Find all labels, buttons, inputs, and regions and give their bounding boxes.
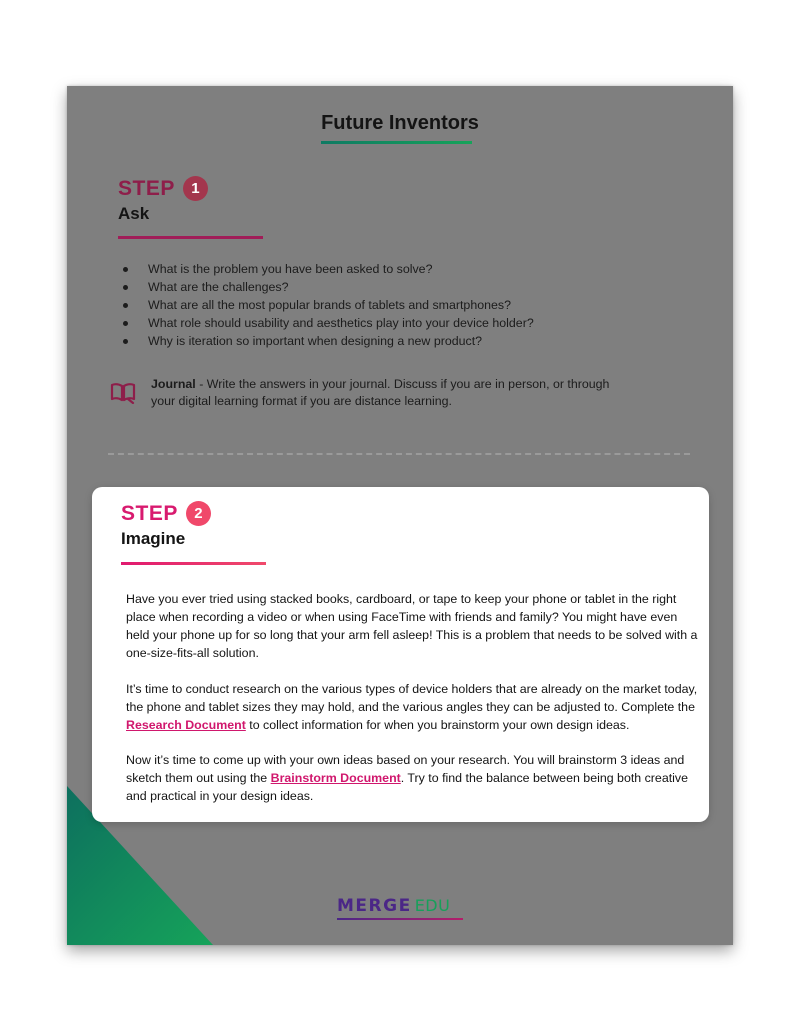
paragraph2-text-start: It’s time to conduct research on the various types of device holders that are already on the market today, the phone and tablet sizes they may hold, and the various angles they can be adjusted to. Complete the [126, 682, 698, 714]
list-item: What role should usability and aesthetics play into your device holder? [117, 314, 534, 332]
step2-paragraph-1: Have you ever tried using stacked books, cardboard, or tape to keep your phone or tablet in the right place when recording a video or when using FaceTime with friends and family? You might have even held your phone up for so long that your arm fell asleep! This is a problem that needs to be solved with a one-size-fits-all solution. [126, 592, 698, 660]
list-item: What are all the most popular brands of tablets and smartphones? [117, 296, 534, 314]
step2-number-badge: 2 [186, 501, 211, 526]
merge-edu-logo [337, 896, 463, 920]
title-underline [321, 141, 472, 144]
step1-number-badge: 1 [183, 176, 208, 201]
step2-card [92, 487, 709, 822]
journal-text: Write the answers in your journal. Discuss if you are in person, or through your digital learning format if you are distance learning. [151, 377, 610, 408]
brainstorm-document-link[interactable]: Brainstorm Document [270, 771, 401, 785]
step2-heading [121, 501, 211, 526]
step2-underline [121, 562, 266, 565]
section-divider [108, 453, 690, 455]
list-item: What is the problem you have been asked to solve? [117, 260, 534, 278]
step2-label: STEP [121, 501, 178, 525]
step2-paragraph-3 [126, 751, 698, 805]
logo-edu-text: EDU [414, 896, 451, 915]
journal-label: Journal [151, 377, 196, 391]
step1-heading [118, 176, 208, 201]
list-item: What are the challenges? [117, 278, 534, 296]
paragraph2-text-end: to collect information for when you brainstorm your own design ideas. [245, 718, 630, 732]
step2-subtitle: Imagine [121, 529, 186, 548]
journal-separator: - [195, 377, 207, 391]
step1-underline [118, 236, 263, 239]
journal-instructions [151, 376, 631, 410]
logo-underline [337, 918, 463, 920]
step1-label: STEP [118, 176, 175, 200]
open-book-icon [110, 382, 136, 409]
paragraph3-text-start: Now it’s time to come up with your own ideas based on your research. You will brainstorm 3 ideas and sketch them out using the [126, 753, 685, 785]
research-document-link[interactable]: Research Document [126, 718, 246, 732]
logo-merge-text: MERGE [337, 896, 412, 916]
step1-subtitle: Ask [118, 204, 150, 223]
paragraph3-text-end: . Try to find the balance between being both creative and practical in your design ideas. [126, 771, 689, 803]
step1-question-list [117, 260, 534, 350]
list-item: Why is iteration so important when designing a new product? [117, 332, 534, 350]
step2-paragraph-2 [126, 680, 698, 734]
document-title: Future Inventors [321, 112, 479, 134]
